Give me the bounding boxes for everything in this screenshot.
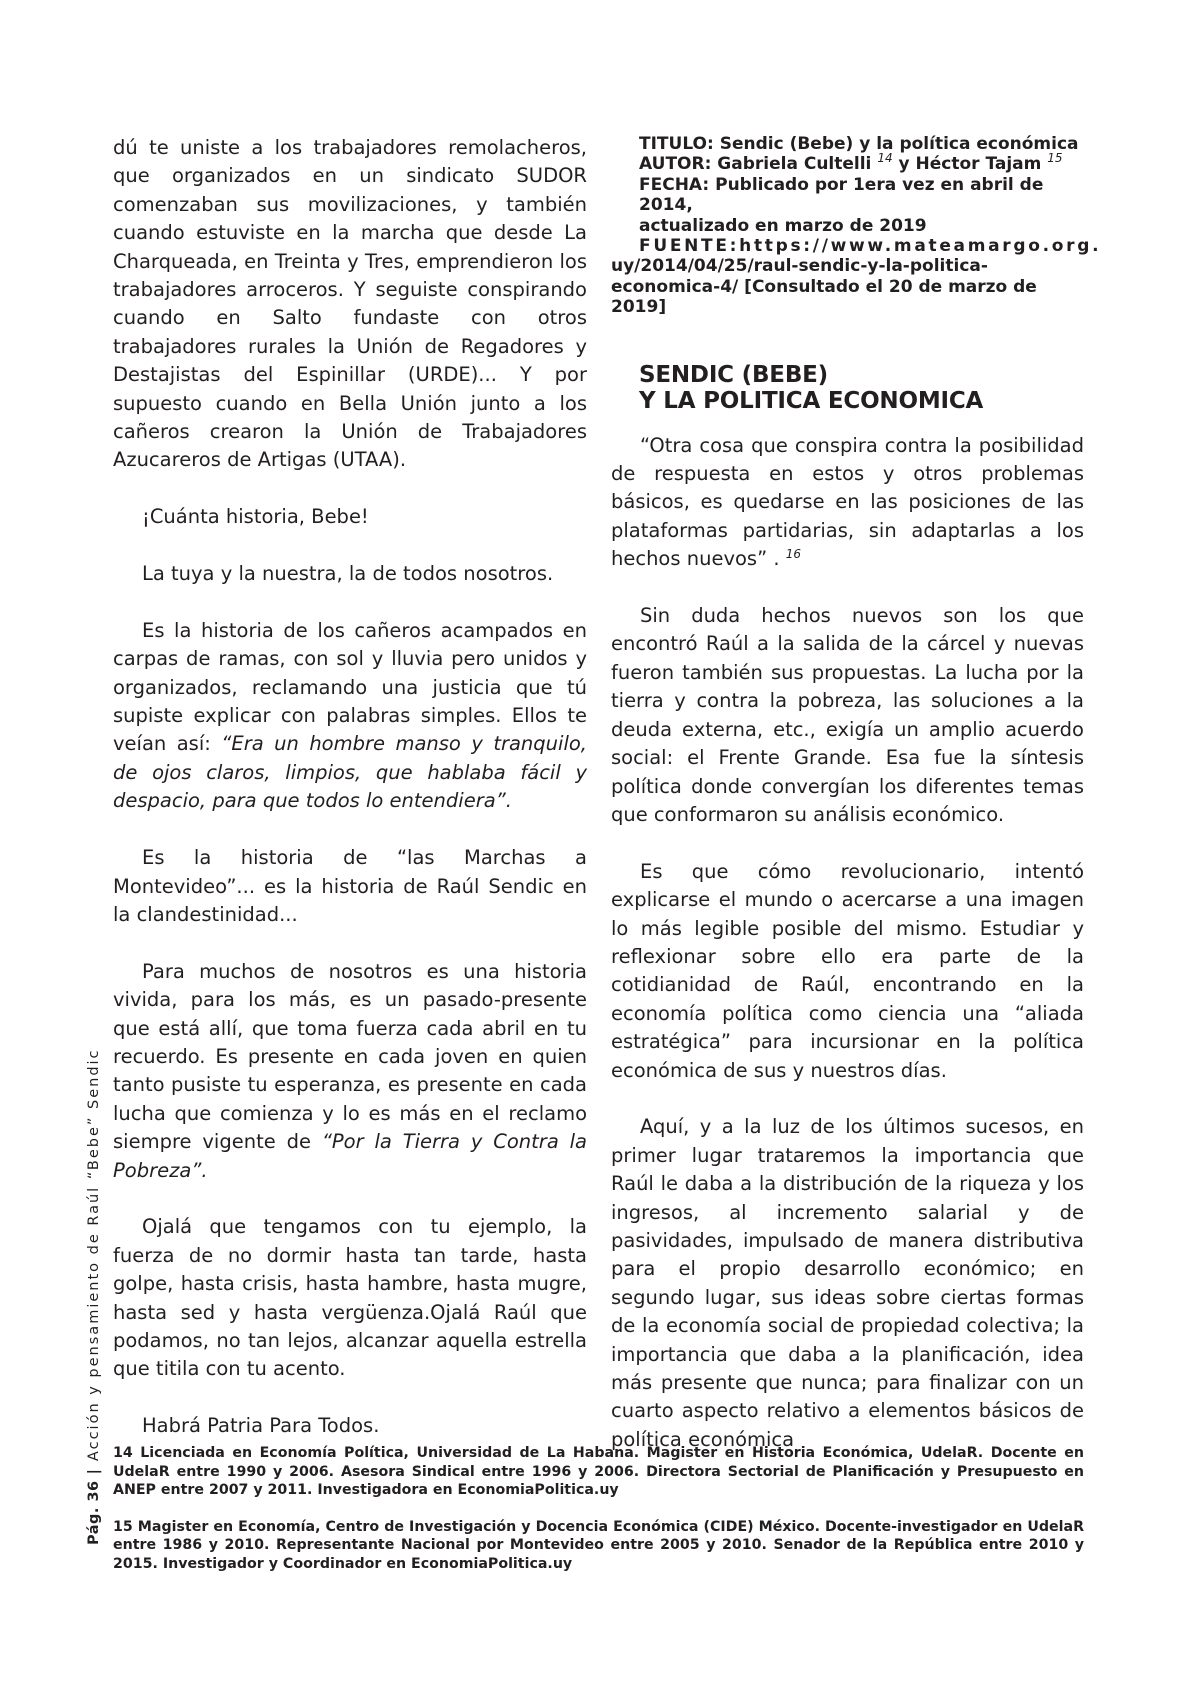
- left-column: [113, 134, 587, 1441]
- paragraph-text: Es la historia de los cañeros acampados en carpas de ramas, con sol y lluvia pero unidos y organizados, reclamando una justicia que tú supiste explicar con palabras simples. Ellos te veían así:: [113, 618, 587, 756]
- paragraph: dú te uniste a los trabajadores remolacheros, que organizados en un sindicato SUDOR comenzaban sus movilizaciones, y también cuando estuviste en la marcha que desde La Charqueada, en Treinta y Tres, emprendieron los trabajadores arroceros. Y seguiste conspirando cuando en Salto fundaste con otros trabajadores rurales la Unión de Regadores y Destajistas del Espinillar (URDE)... Y por supuesto cuando en Bella Unión junto a los cañeros crearon la Unión de Trabajadores Azucareros de Artigas (UTAA).: [113, 136, 587, 472]
- meta-source-url: uy/2014/04/25/raul-sendic-y-la-politica-economica-4/ [Consultado el 20 de marzo de 2019]: [611, 256, 1037, 318]
- paragraph: ¡Cuánta historia, Bebe!: [142, 505, 369, 529]
- paragraph: Sin duda hechos nuevos son los que encontró Raúl a la salida de la cárcel y nuevas fueron también sus propuestas. La lucha por la tierra y contra la pobreza, las soluciones a la deuda externa, etc., exigía un amplio acuerdo social: el Frente Grande. Esa fue la síntesis política donde convergían los diferentes temas que conformaron su análisis económico.: [611, 604, 1084, 826]
- article-metadata: [611, 134, 1102, 318]
- book-title: Acción y pensamiento de Raúl “Bebe” Sendic: [86, 1048, 102, 1462]
- meta-source: FUENTE:https://www.mateamargo.org.: [639, 236, 1102, 257]
- page-number: Pág. 36: [86, 1480, 102, 1545]
- meta-date-updated: actualizado en marzo de 2019: [639, 215, 927, 236]
- quote: “Era un hombre manso y tranquilo, de ojos claros, limpios, que hablaba fácil y despacio, para que todos lo entendiera”.: [113, 732, 587, 813]
- meta-title: TITULO: Sendic (Bebe) y la política económica: [639, 134, 1079, 154]
- right-column: [611, 134, 1102, 1454]
- paragraph: [611, 432, 1084, 574]
- footnote-15: 15 Magister en Economía, Centro de Investigación y Docencia Económica (CIDE) México. Docente-investigador en UdelaR entre 1986 y 2010. Representante Nacional por Montevideo entre 2005 y 2010. Senador de la República entre 2010 y 2015. Investigador y Coordinador en EconomiaPolitica.uy: [113, 1518, 1084, 1572]
- paragraph: Es la historia de “las Marchas a Montevideo”... es la historia de Raúl Sendic en la clandestinidad...: [113, 846, 587, 926]
- section-heading: [639, 362, 1084, 414]
- meta-date: FECHA: Publicado por 1era vez en abril de 2014,: [639, 174, 1044, 216]
- paragraph: [113, 958, 587, 1185]
- heading-line: SENDIC (BEBE): [639, 361, 828, 388]
- header-separator: |: [86, 1467, 102, 1475]
- meta-author: [611, 151, 1084, 175]
- paragraph: Aquí, y a la luz de los últimos sucesos, en primer lugar trataremos la importancia que Raúl le daba a la distribución de la riqueza y los ingresos, al incremento salarial y de pasividades, impulsado de manera distributiva para el propio desarrollo económico; en segundo lugar, sus ideas sobre ciertas formas de la economía social de propiedad colectiva; la importancia que daba a la planificación, idea más presente que nunca; para finalizar con un cuarto aspecto relativo a elementos básicos de política económica: [611, 1115, 1084, 1451]
- paragraph: Habrá Patria Para Todos.: [142, 1414, 380, 1438]
- paragraph: La tuya y la nuestra, la de todos nosotros.: [142, 562, 554, 586]
- footnote-ref: 15: [1047, 151, 1063, 166]
- footnotes: [113, 1444, 1084, 1592]
- footnote-ref: 16: [785, 547, 802, 562]
- quote-text: “Otra cosa que conspira contra la posibilidad de respuesta en estos y otros problemas básicos, es quedarse en las posiciones de las plataformas partidarias, sin adaptarlas a los hechos nuevos” .: [611, 433, 1084, 571]
- paragraph: Es que cómo revolucionario, intentó explicarse el mundo o acercarse a una imagen lo más legible posible del mismo. Estudiar y reflexionar sobre ello era parte de la cotidianidad de Raúl, encontrando en la economía política como ciencia una “aliada estratégica” para incursionar en la política económica de sus y nuestros días.: [611, 859, 1084, 1082]
- heading-line: Y LA POLITICA ECONOMICA: [639, 387, 984, 414]
- running-header: [86, 1048, 102, 1545]
- quote: “Por la Tierra y Contra la Pobreza”.: [113, 1130, 587, 1182]
- paragraph: Ojalá que tengamos con tu ejemplo, la fuerza de no dormir hasta tan tarde, hasta golpe, hasta crisis, hasta hambre, hasta mugre, hasta sed y hasta vergüenza.Ojalá Raúl que podamos, no tan lejos, alcanzar aquella estrella que titila con tu acento.: [113, 1215, 587, 1381]
- footnote-14: 14 Licenciada en Economía Política, Universidad de La Habana. Magister en Historia Económica, UdelaR. Docente en UdelaR entre 1990 y 2006. Asesora Sindical entre 1996 y 2006. Directora Sectorial de Planificación y Presupuesto en ANEP entre 2007 y 2011. Investigadora en EconomiaPolitica.uy: [113, 1445, 1084, 1499]
- paragraph: [113, 617, 587, 816]
- paragraph-text: Para muchos de nosotros es una historia vivida, para los más, es un pasado-presente que está allí, que toma fuerza cada abril en tu recuerdo. Es presente en cada joven en quien tanto pusiste tu esperanza, es presente en cada lucha que comienza y lo es más en el reclamo siempre vigente de: [113, 959, 587, 1154]
- footnote-ref: 14: [877, 151, 893, 166]
- author-name: AUTOR: Gabriela Cultelli: [639, 154, 872, 175]
- author-name: y Héctor Tajam: [892, 154, 1042, 175]
